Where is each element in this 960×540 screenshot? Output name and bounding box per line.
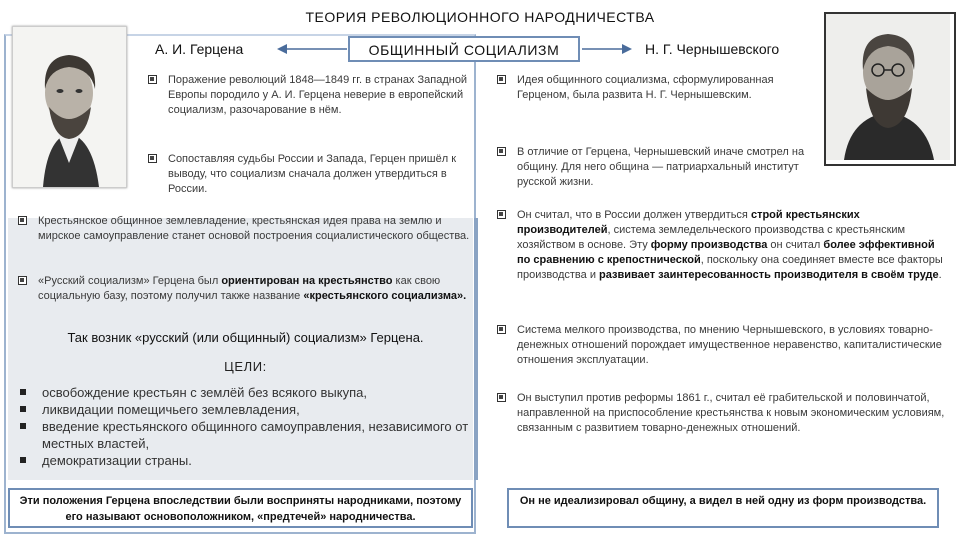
chernyshevsky-point [497, 145, 817, 190]
herzen-point [148, 152, 473, 197]
checkbox-bullet-icon [497, 210, 506, 219]
emphasis-text: ориентирован на крестьянство [221, 275, 393, 287]
text-run: как свою социальную базу, поэтому получил также название [38, 275, 441, 302]
text-run: Он считал, что в России должен утвердиться [517, 209, 751, 221]
point-text [517, 208, 945, 283]
checkbox-bullet-icon [18, 216, 27, 225]
chernyshevsky-point [497, 323, 945, 368]
point-text: Идея общинного социализма, сформулированная Герценом, была развита Н. Г. Чернышевским. [517, 74, 774, 101]
goals-heading: ЦЕЛИ: [224, 359, 267, 374]
checkbox-bullet-icon [18, 276, 27, 285]
emphasis-text: более эффективной по сравнению с крепостнической [517, 239, 935, 266]
goals-list [18, 384, 473, 469]
emphasis-text: строй крестьянских производителей [517, 209, 860, 236]
chernyshevsky-summary-box: Он не идеализировал общину, а видел в ней одну из форм производства. [507, 488, 939, 528]
herzen-point [148, 73, 473, 118]
central-concept-box: ОБЩИННЫЙ СОЦИАЛИЗМ [348, 36, 580, 62]
herzen-name-label: А. И. Герцена [155, 41, 244, 57]
text-run: , поскольку она соединяет вместе все факторы производства и [517, 254, 943, 281]
chernyshevsky-name-label: Н. Г. Чернышевского [645, 41, 780, 57]
herzen-summary-box: Эти положения Герцена впоследствии были восприняты народниками, поэтому его называют основоположником, «предтечей» народничества. [8, 488, 473, 528]
text-run: , система земледельческого производства с крестьянским хозяйством в основе. Эту [517, 224, 906, 251]
list-item: введение крестьянского общинного самоуправления, независимого от местных властей, [18, 418, 473, 452]
chernyshevsky-point [497, 208, 945, 283]
point-text: Поражение революций 1848—1849 гг. в странах Западной Европы породило у А. И. Герцена неверие в европейский социализм, разочарование в нём. [168, 74, 468, 116]
point-text: Крестьянское общинное землевладение, крестьянская идея права на землю и мирское самоуправление станет основой построения социалистического общества. [38, 215, 470, 242]
text-run: . [938, 269, 942, 281]
emphasis-text: развивает заинтересованность производителя в своём труде [599, 269, 939, 281]
checkbox-bullet-icon [497, 325, 506, 334]
list-item: ликвидации помещичьего землевладения, [18, 401, 473, 418]
point-text: В отличие от Герцена, Чернышевский иначе смотрел на общину. Для него община — патриархальный институт русской жизни. [517, 146, 805, 188]
checkbox-bullet-icon [497, 393, 506, 402]
checkbox-bullet-icon [497, 75, 506, 84]
arrow-right-icon [582, 42, 632, 56]
herzen-portrait [12, 26, 127, 188]
herzen-conclusion: Так возник «русский (или общинный) социализм» Герцена. [67, 330, 424, 345]
arrow-left-icon [277, 42, 347, 56]
section-divider-bar [474, 218, 478, 480]
point-text: Он выступил против реформы 1861 г., считал её грабительской и половинчатой, направленной на приспособление крестьянства к новым экономическим условиям, связанным с развитием товарно-денежных отношений. [517, 392, 945, 434]
point-text [38, 274, 473, 304]
list-item: демократизации страны. [18, 452, 473, 469]
emphasis-text: форму производства [650, 239, 768, 251]
emphasis-text: «крестьянского социализма». [303, 290, 467, 302]
checkbox-bullet-icon [497, 147, 506, 156]
text-run: «Русский социализм» Герцена был [38, 275, 222, 287]
text-run: он считал [767, 239, 824, 251]
herzen-point [18, 274, 473, 304]
herzen-point [18, 214, 473, 244]
checkbox-bullet-icon [148, 154, 157, 163]
checkbox-bullet-icon [148, 75, 157, 84]
point-text: Сопоставляя судьбы России и Запада, Герцен пришёл к выводу, что социализм сначала должен утвердиться в России. [168, 153, 457, 195]
point-text: Система мелкого производства, по мнению Чернышевского, в условиях товарно-денежных отношений порождает имущественное неравенство, капиталистические отношения эксплуатации. [517, 324, 942, 366]
chernyshevsky-point [497, 73, 817, 103]
list-item: освобождение крестьян с землёй без всякого выкупа, [18, 384, 473, 401]
chernyshevsky-portrait [824, 12, 956, 166]
chernyshevsky-point [497, 391, 945, 436]
page-title: ТЕОРИЯ РЕВОЛЮЦИОННОГО НАРОДНИЧЕСТВА [305, 9, 655, 25]
